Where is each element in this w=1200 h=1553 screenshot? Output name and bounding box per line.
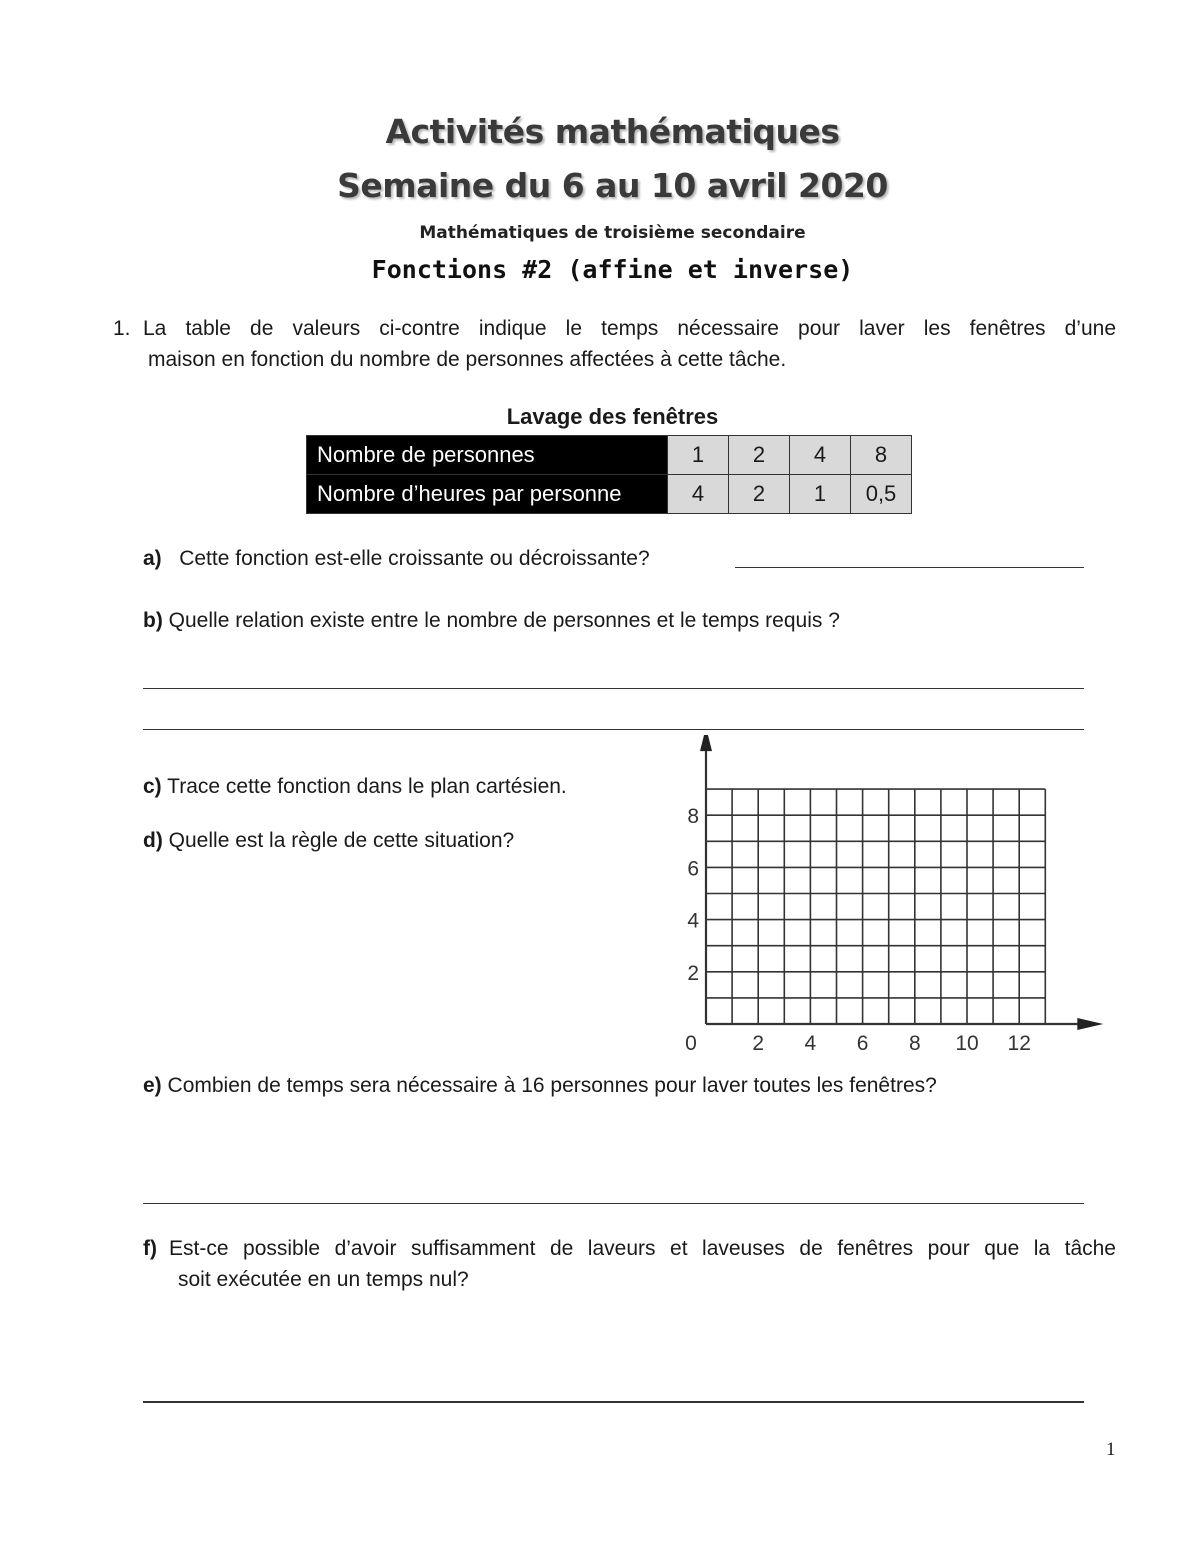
table-cell: 0,5 <box>851 475 912 514</box>
grid <box>706 789 1045 1024</box>
part-d-label: d) <box>143 829 163 852</box>
answer-line-f[interactable] <box>143 1401 1084 1403</box>
answer-line-b1[interactable] <box>143 688 1084 689</box>
x-tick-label: 2 <box>752 1032 765 1055</box>
values-table <box>306 435 912 514</box>
part-f-text-line-2: soit exécutée en un temps nul? <box>178 1268 469 1291</box>
part-b <box>143 605 840 636</box>
x-axis-arrow-icon <box>1077 1018 1103 1030</box>
part-c-text: Trace cette fonction dans le plan cartésien. <box>167 775 567 798</box>
table-cell: 1 <box>668 436 729 475</box>
question-text-line-2: maison en fonction du nombre de personnes affectées à cette tâche. <box>148 348 787 371</box>
y-tick-label: 6 <box>687 857 699 881</box>
tick-labels <box>685 805 1031 1055</box>
origin-label: 0 <box>685 1032 697 1055</box>
part-f-text-line-1: Est-ce possible d’avoir suffisamment de laveurs et laveuses de fenêtres pour que la tâche <box>169 1237 1116 1260</box>
table-row-header: Nombre de personnes <box>307 436 668 475</box>
axes <box>700 735 1103 1030</box>
table-cell: 4 <box>790 436 851 475</box>
part-d-text: Quelle est la règle de cette situation? <box>168 829 515 852</box>
part-b-label: b) <box>143 609 163 632</box>
table-row <box>307 475 912 514</box>
subtitle: Mathématiques de troisième secondaire <box>419 223 806 243</box>
part-a-label: a) <box>143 547 162 570</box>
part-e-label: e) <box>143 1074 162 1097</box>
part-e <box>143 1070 937 1101</box>
title-line-2: Semaine du 6 au 10 avril 2020 <box>337 166 888 205</box>
part-c <box>143 771 567 802</box>
page-number: 1 <box>1106 1439 1116 1460</box>
part-c-label: c) <box>143 775 162 798</box>
y-tick-label: 8 <box>687 805 699 829</box>
part-a-text: Cette fonction est-elle croissante ou décroissante? <box>179 547 650 570</box>
answer-line-a[interactable] <box>735 567 1084 568</box>
x-tick-label: 10 <box>955 1032 979 1055</box>
y-tick-label: 4 <box>687 909 699 933</box>
x-tick-label: 6 <box>856 1032 869 1055</box>
topic-title: Fonctions #2 (affine et inverse) <box>371 255 854 284</box>
table-cell: 8 <box>851 436 912 475</box>
table-row <box>307 436 912 475</box>
title-line-1: Activités mathématiques <box>385 112 840 151</box>
x-tick-label: 4 <box>804 1032 817 1055</box>
cartesian-plane[interactable] <box>660 735 1120 1065</box>
part-e-text: Combien de temps sera nécessaire à 16 personnes pour laver toutes les fenêtres? <box>167 1074 937 1097</box>
table-cell: 2 <box>729 436 790 475</box>
part-a <box>143 543 650 574</box>
part-d <box>143 825 514 856</box>
question-number: 1. <box>113 317 131 340</box>
answer-line-b2[interactable] <box>143 729 1084 730</box>
part-f-label: f) <box>143 1237 157 1260</box>
part-b-text: Quelle relation existe entre le nombre de personnes et le temps requis ? <box>168 609 840 632</box>
answer-line-e[interactable] <box>143 1203 1084 1204</box>
table-row-header: Nombre d’heures par personne <box>307 475 668 514</box>
table-cell: 4 <box>668 475 729 514</box>
x-tick-label: 8 <box>908 1032 921 1055</box>
table-cell: 2 <box>729 475 790 514</box>
question-text-line-1: La table de valeurs ci-contre indique le temps nécessaire pour laver les fenêtres d’une <box>143 317 1116 340</box>
table-cell: 1 <box>790 475 851 514</box>
table-caption: Lavage des fenêtres <box>506 404 719 429</box>
x-tick-label: 12 <box>1007 1032 1031 1055</box>
y-axis-arrow-icon <box>700 735 712 751</box>
y-tick-label: 2 <box>687 961 699 985</box>
